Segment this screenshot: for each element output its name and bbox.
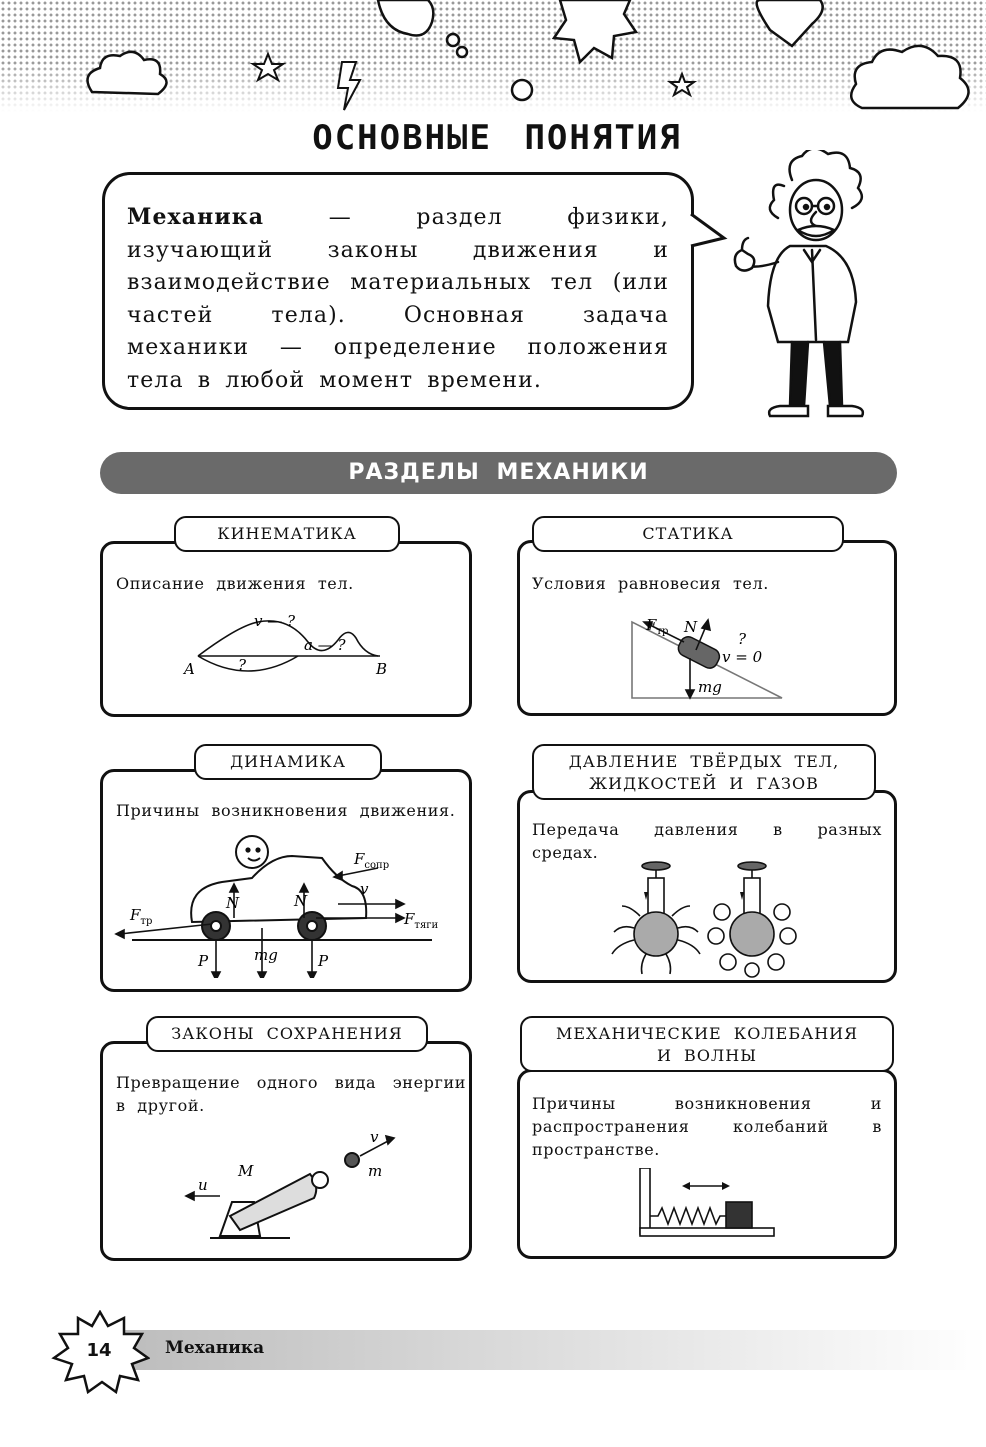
dynamics-n1-label: N [226, 894, 240, 912]
dynamics-ftyagi-label: $F_{тяги}$ [404, 910, 439, 931]
kinematics-figure [180, 606, 410, 682]
heart-icon [757, 0, 823, 46]
tab-pressure [532, 744, 876, 800]
conservation-figure [180, 1120, 410, 1248]
statics-mg-label: mg [698, 678, 722, 696]
kinematics-a-label: a — ? [304, 636, 346, 654]
conservation-m-label: m [368, 1162, 383, 1180]
statics-friction-label: $F_{тр}$ [646, 616, 669, 637]
pressure-figure [600, 852, 840, 980]
dynamics-n2-label: N [294, 892, 308, 910]
kinematics-v-label: v — ? [254, 612, 296, 630]
dynamics-p1-label: P [198, 952, 209, 970]
kinematics-point-a: A [184, 660, 195, 678]
definition-text [127, 201, 669, 397]
tab-oscillations [520, 1016, 894, 1072]
dynamics-mg-label: mg [254, 946, 278, 964]
tab-dynamics: ДИНАМИКА [194, 744, 382, 780]
cloud-icon [88, 52, 167, 94]
statics-q-label: ? [738, 630, 747, 648]
cloud-icon [378, 0, 433, 36]
definition-bubble [102, 172, 694, 410]
statics-figure [620, 600, 800, 704]
section-title-bar: РАЗДЕЛЫ МЕХАНИКИ [100, 452, 897, 494]
definition-body: — раздел физики, изучающий законы движения и взаимодействие материальных тел (или частей тела). Основная задача механики — определение положения тела в любой момент времени. [127, 205, 669, 393]
burst-icon [554, 0, 636, 62]
oscillations-text: Причины возникновения и распространения колебаний в пространстве. [532, 1094, 882, 1159]
tab-statics: СТАТИКА [532, 516, 844, 552]
cloud-icon [851, 46, 968, 108]
statics-text: Условия равновесия тел. [532, 574, 769, 593]
dynamics-fsopr-label: $F_{сопр}$ [354, 850, 390, 871]
dynamics-text: Причины возникновения движения. [116, 801, 456, 820]
conservation-text: Превращение одного вида энергии в другой. [116, 1073, 466, 1115]
dynamics-v-label: v [360, 880, 369, 898]
page-number: 14 [86, 1340, 112, 1361]
dynamics-p2-label: P [318, 952, 329, 970]
tab-pressure-line2: ЖИДКОСТЕЙ И ГАЗОВ [589, 774, 819, 793]
conservation-u-label: u [198, 1176, 208, 1194]
tab-conservation: ЗАКОНЫ СОХРАНЕНИЯ [146, 1016, 428, 1052]
conservation-mass-m-label: M [238, 1162, 254, 1180]
kinematics-q-label: ? [238, 656, 247, 674]
pressure-text: Передача давления в разных средах. [532, 820, 882, 862]
tab-kinematics: КИНЕМАТИКА [174, 516, 400, 552]
tab-oscillations-line2: И ВОЛНЫ [657, 1046, 757, 1065]
lightning-icon [338, 62, 360, 110]
professor-illustration [720, 150, 880, 430]
page-title: ОСНОВНЫЕ ПОНЯТИЯ [312, 118, 682, 158]
conservation-v-label: v [370, 1128, 379, 1146]
kinematics-point-b: B [376, 660, 388, 678]
tab-pressure-line1: ДАВЛЕНИЕ ТВЁРДЫХ ТЕЛ, [568, 752, 840, 771]
statics-normal-label: N [684, 618, 698, 636]
star-icon [253, 54, 283, 80]
statics-v-label: v = 0 [722, 648, 763, 666]
dynamics-figure [112, 828, 452, 978]
definition-term: Механика [127, 204, 265, 230]
footer-section-label: Механика [165, 1338, 265, 1358]
dynamics-ftr-label: $F_{тр}$ [130, 906, 153, 927]
kinematics-text: Описание движения тел. [116, 574, 354, 593]
bubble-icons [447, 34, 532, 100]
tab-oscillations-line1: МЕХАНИЧЕСКИЕ КОЛЕБАНИЯ [555, 1024, 859, 1043]
star-icon [670, 74, 694, 95]
oscillations-figure [636, 1168, 786, 1240]
header-decorations [0, 0, 986, 125]
